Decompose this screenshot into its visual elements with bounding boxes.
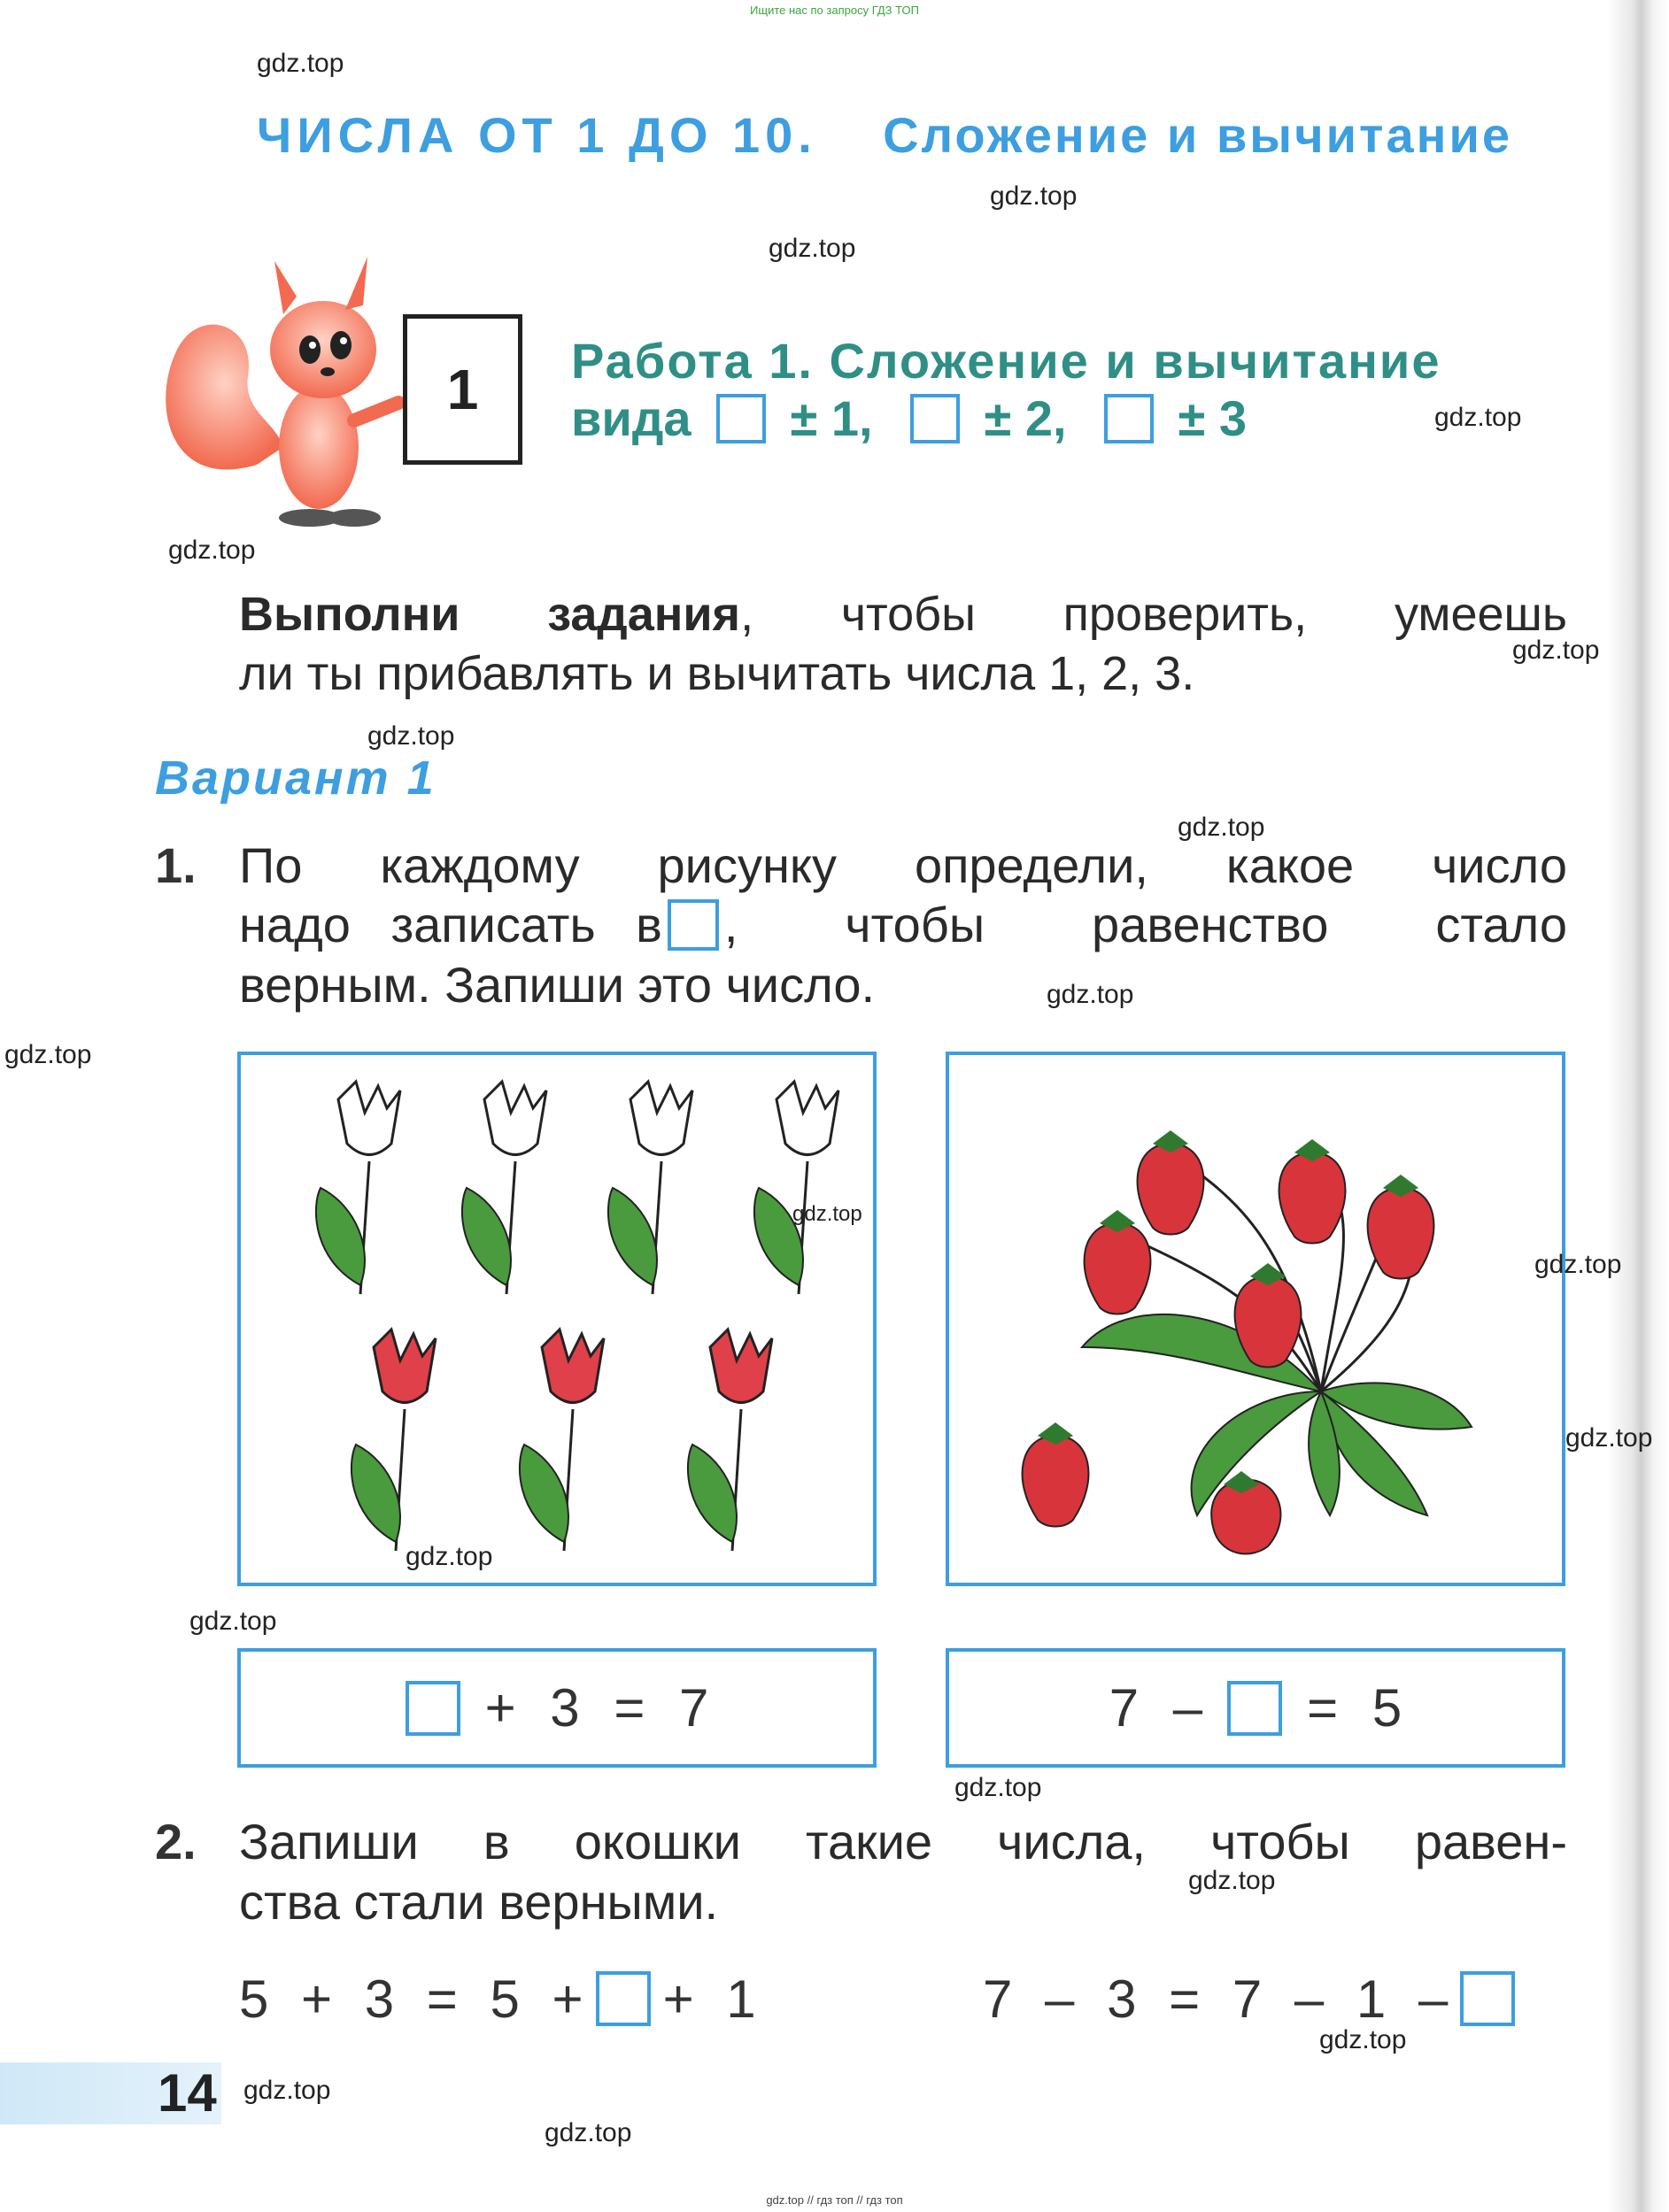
task2-equation-left (239, 1963, 756, 2034)
equation-right-before: 7 – (1109, 1678, 1203, 1738)
tulips-picture-frame (237, 1052, 877, 1586)
task1-line2-b: , чтобы равенство стало (723, 897, 1567, 952)
page-number: 14 (158, 2063, 217, 2123)
answer-box[interactable] (596, 1971, 651, 2026)
intro-bold: Выполни задания (239, 588, 741, 641)
watermark: gdz.top (1178, 813, 1265, 842)
watermark: gdz.top (990, 181, 1078, 211)
task1-number: 1. (155, 837, 197, 893)
task1-line2 (239, 896, 1567, 953)
equation-right-after: = 5 (1307, 1678, 1402, 1738)
intro-line1 (239, 584, 1567, 644)
empty-box (1104, 394, 1154, 443)
watermark: gdz.top (189, 1607, 277, 1636)
answer-box[interactable] (1460, 1971, 1515, 2026)
watermark: gdz.top (406, 1542, 493, 1571)
variant-heading: Вариант 1 (155, 751, 437, 805)
answer-box[interactable] (1227, 1681, 1282, 1736)
watermark: gdz.top (243, 2076, 331, 2105)
task1-line1: По каждому рисунку определи, какое число (239, 837, 1567, 893)
watermark: gdz.top (257, 49, 344, 78)
watermark: gdz.top (367, 721, 455, 751)
equation-frame-left (237, 1648, 877, 1768)
watermark: gdz.top (1434, 403, 1522, 432)
bottom-note: gdz.top // гдз топ // гдз топ (766, 2193, 903, 2207)
red-tulips (352, 1330, 772, 1551)
task1-line3: верным. Запиши это число. (239, 957, 876, 1013)
watermark: gdz.top (1512, 636, 1600, 665)
watermark: gdz.top (168, 536, 256, 565)
strawberries-illustration (949, 1055, 1562, 1583)
heading-part2: Сложение и вычитание (883, 107, 1513, 163)
work-subtitle (571, 389, 1259, 447)
task2-number: 2. (155, 1814, 197, 1869)
watermark: gdz.top (1534, 1250, 1622, 1279)
equation-frame-right (946, 1648, 1565, 1768)
heading-part1: ЧИСЛА ОТ 1 ДО 10. (257, 107, 817, 163)
top-note: Ищите нас по запросу ГДЗ ТОП (750, 4, 919, 17)
task2-equation-right (983, 1963, 1527, 2034)
task2-eq-left-before: 5 + 3 = 5 + (239, 1969, 583, 2029)
strawberries-picture-frame (946, 1052, 1565, 1586)
page-edge-shadow (1607, 0, 1669, 2212)
empty-box (910, 394, 960, 443)
empty-box (716, 394, 766, 443)
task2-line2: ства стали верными. (239, 1874, 719, 1930)
answer-box[interactable] (406, 1681, 460, 1736)
equation-right (949, 1652, 1562, 1764)
squirrel-illustration (151, 243, 416, 544)
work-sub-item: ± 1, (790, 390, 873, 446)
watermark: gdz.top (1565, 1423, 1653, 1453)
watermark: gdz.top (1319, 2025, 1407, 2054)
tulips-illustration (241, 1055, 873, 1583)
watermark: gdz.top (954, 1773, 1042, 1802)
task2-eq-left-after: + 1 (662, 1969, 756, 2029)
work-title: Работа 1. Сложение и вычитание (571, 333, 1441, 389)
watermark: gdz.top (545, 2118, 632, 2147)
section-heading (257, 106, 1513, 164)
intro-line2: ли ты прибавлять и вычитать числа 1, 2, 3. (239, 647, 1195, 700)
empty-box (668, 899, 719, 951)
work-number-box: 1 (403, 314, 522, 465)
task2-eq-right-before: 7 – 3 = 7 – 1 – (983, 1969, 1449, 2029)
watermark: gdz.top (4, 1040, 92, 1069)
work-sub-prefix: вида (571, 390, 692, 446)
watermark: gdz.top (792, 1202, 862, 1226)
work-sub-item: ± 2, (984, 390, 1067, 446)
task2-line1: Запиши в окошки такие числа, чтобы равен- (239, 1814, 1567, 1869)
white-tulips (316, 1082, 838, 1294)
intro-line1-rest: , чтобы проверить, умеешь (740, 588, 1567, 641)
equation-left (241, 1652, 873, 1764)
equation-left-rest: + 3 = 7 (484, 1678, 709, 1738)
task1-line2-a: надо записать в (239, 897, 662, 952)
watermark: gdz.top (769, 234, 856, 263)
watermark: gdz.top (1188, 1866, 1276, 1895)
work-sub-item: ± 3 (1178, 390, 1247, 446)
watermark: gdz.top (1047, 980, 1134, 1009)
